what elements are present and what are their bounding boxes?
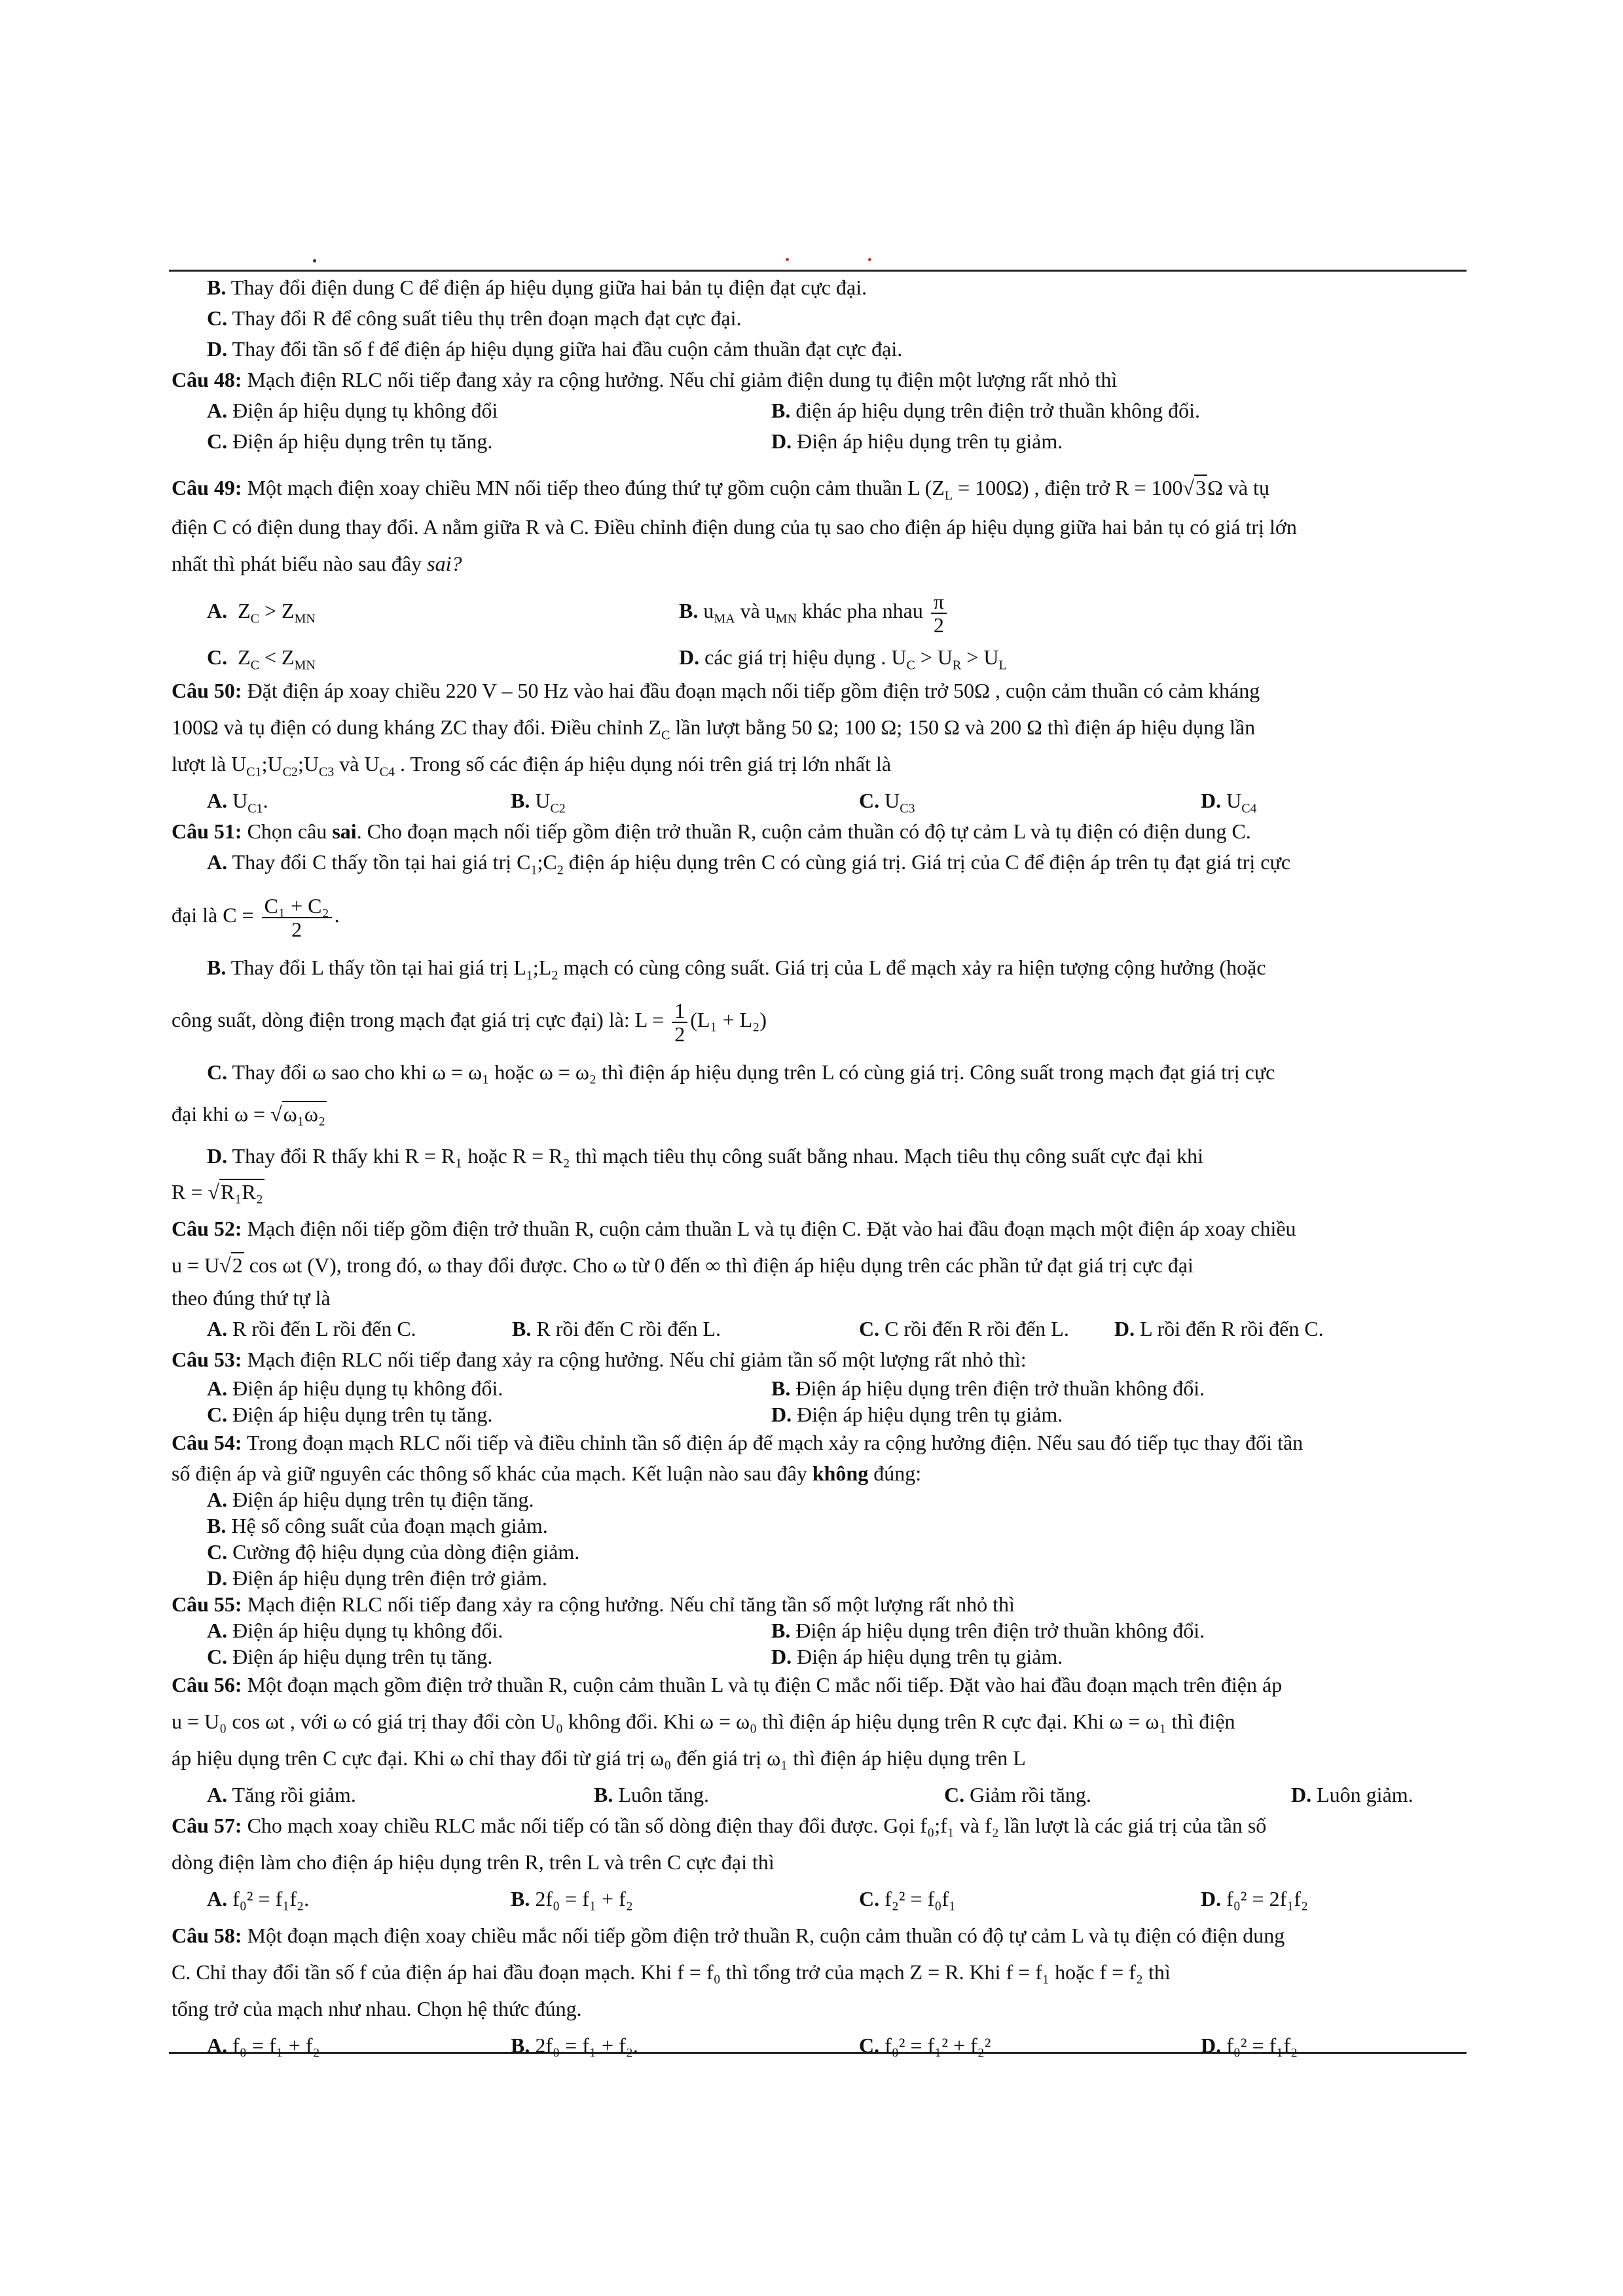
option-a: A. Điện áp hiệu dụng tụ không đổi. xyxy=(207,1376,503,1400)
question-51 xyxy=(172,816,1461,1213)
option-row xyxy=(172,785,1461,816)
option-row xyxy=(172,1617,1461,1643)
option-b-cont: công suất, dòng điện trong mạch đạt giá trị cực đại) là: L = $\frac{1}{2}$ (L₁ + L₂) xyxy=(172,998,767,1046)
option-a-cont: đại là C = $\frac{\text{C₁ + C₂}}{2}$ . xyxy=(172,893,340,941)
option-row xyxy=(172,1401,1461,1427)
option-d: D. L rồi đến R rồi đến C. xyxy=(1114,1317,1324,1340)
question-stem-line: dòng điện làm cho điện áp hiệu dụng trên R, trên L và trên C cực đại thì xyxy=(172,1850,775,1874)
question-stem-line: 100Ω và tụ điện có dung kháng ZC thay đổi. Điều chỉnh $Z_C$ lần lượt bằng 50 Ω; 100 Ω; 150 Ω và 200 Ω thì điện áp hiệu dụng lần xyxy=(172,715,1256,743)
option-a: A. R rồi đến L rồi đến C. xyxy=(207,1317,416,1340)
question-55 xyxy=(172,1591,1461,1670)
option-c: C. C rồi đến R rồi đến L. xyxy=(859,1317,1069,1340)
option-row xyxy=(172,1375,1461,1401)
question-stem-line: theo đúng thứ tự là xyxy=(172,1286,331,1310)
option-c: C. Điện áp hiệu dụng trên tụ tăng. xyxy=(207,1645,493,1668)
option-d: D. các giá trị hiệu dụng . $U_C > U_R > U_L$ xyxy=(679,645,1007,673)
fraction: $\frac{\text{C₁ + C₂}}{2}$ xyxy=(262,895,332,941)
option-c: C. $U_{C3}$ xyxy=(859,789,915,816)
option-c: C. Điện áp hiệu dụng trên tụ tăng. xyxy=(207,429,493,453)
option-c: C. Cường độ hiệu dụng của dòng điện giảm. xyxy=(207,1540,580,1564)
question-stem: Câu 49: Một mạch điện xoay chiều MN nối tiếp theo đúng thứ tự gồm cuộn cảm thuần L $(Z_L = 100\Omega)$ , điện trở R = 100√3Ω và tụ xyxy=(172,476,1269,503)
question-stem: Câu 53: Mạch điện RLC nối tiếp đang xảy ra cộng hưởng. Nếu chỉ giảm tần số một lượng rất nhỏ thì: xyxy=(172,1348,1027,1371)
option-a: A. f₀² = f₁f₂. xyxy=(207,1887,310,1910)
option-d: D. Điện áp hiệu dụng trên tụ giảm. xyxy=(771,1645,1063,1668)
question-57 xyxy=(172,1810,1461,1920)
option-b: B. 2f₀ = f₁ + f₂ xyxy=(511,1887,633,1910)
option-row xyxy=(172,395,1461,426)
question-stem: Câu 50: Đặt điện áp xoay chiều 220 V – 50 Hz vào hai đầu đoạn mạch nối tiếp gồm điện trở 50Ω , cuộn cảm thuần có cảm kháng xyxy=(172,679,1260,702)
option-b: B. $U_{C2}$ xyxy=(511,789,566,816)
option-a: A. $U_{C1}$. xyxy=(207,789,268,816)
question-stem: Câu 56: Một đoạn mạch gồm điện trở thuần R, cuộn cảm thuần L và tụ điện C mắc nối tiếp. Đặt vào hai đầu đoạn mạch trên điện áp xyxy=(172,1673,1283,1696)
question-49 xyxy=(172,463,1461,673)
option-b: B. Thay đổi L thấy tồn tại hai giá trị $L_1;L_2$ mạch có cùng công suất. Giá trị của L để mạch xảy ra hiện tượng cộng hưởng (hoặc xyxy=(207,956,1266,983)
option-d: D. f₀² = f₁f₂ xyxy=(1201,2034,1298,2057)
question-stem-line: u = U√2 cos ωt (V), trong đó, ω thay đổi được. Cho ω từ 0 đến ∞ thì điện áp hiệu dụng trên các phần tử đạt giá trị cực đại xyxy=(172,1253,1194,1277)
option-row xyxy=(172,1884,1461,1920)
option-b: B. Luôn tăng. xyxy=(594,1783,709,1806)
scan-dot-red xyxy=(868,258,871,261)
option-row xyxy=(172,426,1461,457)
scan-dot xyxy=(313,259,316,262)
question-stem: Câu 52: Mạch điện nối tiếp gồm điện trở thuần R, cuộn cảm thuần L và tụ điện C. Đặt vào hai đầu đoạn mạch một điện áp xoay chiều xyxy=(172,1217,1296,1240)
option-d: D. Luôn giảm. xyxy=(1291,1783,1413,1806)
option-a: A. Điện áp hiệu dụng tụ không đổi. xyxy=(207,1619,503,1642)
option-row xyxy=(172,1780,1461,1810)
option-b: B. Điện áp hiệu dụng trên điện trở thuần không đổi. xyxy=(771,1376,1205,1400)
question-50 xyxy=(172,675,1461,816)
option-d: D. Điện áp hiệu dụng trên tụ giảm. xyxy=(771,429,1063,453)
option-d: D. Thay đổi R thấy khi R = R₁ hoặc R = R₂ thì mạch tiêu thụ công suất bằng nhau. Mạch tiêu thụ công suất cực đại khi xyxy=(207,1144,1204,1168)
option-b: B. Điện áp hiệu dụng trên điện trở thuần không đổi. xyxy=(771,1619,1205,1642)
top-continuation xyxy=(172,270,1461,365)
question-stem: Câu 54: Trong đoạn mạch RLC nối tiếp và điều chỉnh tần số điện áp để mạch xảy ra cộng hưởng điện. Nếu sau đó tiếp tục thay đổi tần xyxy=(172,1431,1304,1454)
question-stem-line: lượt là $U_{C1};U_{C2};U_{C3}$ và $U_{C4}$ . Trong số các điện áp hiệu dụng nói trên giá trị lớn nhất là xyxy=(172,752,892,780)
question-53 xyxy=(172,1344,1461,1427)
option-c: C. $Z_C < Z_{MN}$ xyxy=(207,645,316,673)
option-c: C. Thay đổi ω sao cho khi ω = ω₁ hoặc ω = ω₂ thì điện áp hiệu dụng trên L có cùng giá trị. Công suất trong mạch đạt giá trị cực xyxy=(207,1060,1275,1084)
question-stem-line: u = U₀ cos ωt , với ω có giá trị thay đổi còn U₀ không đổi. Khi ω = ω₀ thì điện áp hiệu dụng trên R cực đại. Khi ω = ω₁ thì điện xyxy=(172,1710,1235,1733)
option-b: B. điện áp hiệu dụng trên điện trở thuần không đổi. xyxy=(771,399,1201,422)
question-stem-line: tổng trở của mạch như nhau. Chọn hệ thức đúng. xyxy=(172,1997,582,2020)
option-row xyxy=(172,2030,1461,2067)
question-54 xyxy=(172,1427,1461,1591)
fraction: $\frac{1}{2}$ xyxy=(672,999,687,1045)
option-row xyxy=(172,1314,1461,1344)
option-c-cont: đại khi ω = √ω₁ω₂ xyxy=(172,1102,326,1126)
option-b: B. R rồi đến C rồi đến L. xyxy=(512,1317,721,1340)
option-row xyxy=(172,579,1461,642)
question-stem-line: số điện áp và giữ nguyên các thông số khác của mạch. Kết luận nào sau đây không đúng: xyxy=(172,1462,922,1485)
question-stem: Câu 48: Mạch điện RLC nối tiếp đang xảy ra cộng hưởng. Nếu chỉ giảm điện dung tụ điện một lượng rất nhỏ thì xyxy=(172,368,1118,391)
option-d-cont: R = √R₁R₂ xyxy=(172,1180,263,1204)
option-d: D. Điện áp hiệu dụng trên điện trở giảm. xyxy=(207,1566,547,1590)
option-a: A. f₀ = f₁ + f₂ xyxy=(207,2034,320,2057)
option-row xyxy=(172,642,1461,673)
option-d: D. $U_{C4}$ xyxy=(1201,789,1257,816)
question-stem-line: C. Chỉ thay đổi tần số f của điện áp hai đầu đoạn mạch. Khi f = f₀ thì tổng trở của mạch Z = R. Khi f = f₁ hoặc f = f₂ thì xyxy=(172,1960,1171,1984)
page-content xyxy=(172,270,1461,2067)
question-stem-line: nhất thì phát biểu nào sau đây sai? xyxy=(172,552,462,575)
option-b: B. $u_{MA}$ và $u_{MN}$ khác pha nhau $\frac{\pi}{2}$ xyxy=(679,579,949,650)
option-a: A. $Z_C > Z_{MN}$ xyxy=(207,599,316,626)
option-a: A. Tăng rồi giảm. xyxy=(207,1783,356,1806)
option-d: D. f₀² = 2f₁f₂ xyxy=(1201,1887,1309,1910)
option-line: C. Thay đổi R để công suất tiêu thụ trên đoạn mạch đạt cực đại. xyxy=(207,306,742,330)
option-b: B. Hệ số công suất của đoạn mạch giảm. xyxy=(207,1514,548,1537)
option-line: D. Thay đổi tần số f để điện áp hiệu dụng giữa hai đầu cuộn cảm thuần đạt cực đại. xyxy=(207,337,903,361)
option-row xyxy=(172,1643,1461,1670)
option-c: C. f₀² = f₁² + f₂² xyxy=(859,2034,991,2057)
question-stem: Câu 55: Mạch điện RLC nối tiếp đang xảy ra cộng hưởng. Nếu chỉ tăng tần số một lượng rất nhỏ thì xyxy=(172,1592,1015,1616)
option-c: C. Điện áp hiệu dụng trên tụ tăng. xyxy=(207,1403,493,1426)
option-c: C. f₂² = f₀f₁ xyxy=(859,1887,957,1910)
question-48 xyxy=(172,365,1461,457)
option-line: B. Thay đổi điện dung C để điện áp hiệu dụng giữa hai bản tụ điện đạt cực đại. xyxy=(207,276,867,299)
question-stem: Câu 51: Chọn câu sai. Cho đoạn mạch nối tiếp gồm điện trở thuần R, cuộn cảm thuần có độ tự cảm L và tụ điện có điện dung C. xyxy=(172,819,1251,843)
option-a: A. Thay đổi C thấy tồn tại hai giá trị $C_1;C_2$ điện áp hiệu dụng trên C có cùng giá trị. Giá trị của C để điện áp trên tụ đạt giá trị cực xyxy=(207,850,1291,878)
option-a: A. Điện áp hiệu dụng tụ không đổi xyxy=(207,399,498,422)
question-stem: Câu 57: Cho mạch xoay chiều RLC mắc nối tiếp có tần số dòng điện thay đổi được. Gọi f₀;f₁ và f₂ lần lượt là các giá trị của tần số xyxy=(172,1814,1267,1837)
question-stem: Câu 58: Một đoạn mạch điện xoay chiều mắc nối tiếp gồm điện trở thuần R, cuộn cảm thuần có độ tự cảm L và tụ điện có điện dung xyxy=(172,1924,1285,1947)
question-58 xyxy=(172,1920,1461,2067)
option-b: B. 2f₀ = f₁ + f₂. xyxy=(511,2034,638,2057)
question-stem-line: điện C có điện dung thay đổi. A nằm giữa R và C. Điều chỉnh điện dung của tụ sao cho điện áp hiệu dụng giữa hai bản tụ có giá trị lớn xyxy=(172,515,1297,539)
question-56 xyxy=(172,1670,1461,1810)
fraction: $\frac{\pi}{2}$ xyxy=(931,590,947,636)
option-d: D. Điện áp hiệu dụng trên tụ giảm. xyxy=(771,1403,1063,1426)
question-52 xyxy=(172,1213,1461,1344)
question-stem-line: áp hiệu dụng trên C cực đại. Khi ω chỉ thay đổi từ giá trị ω₀ đến giá trị ω₁ thì điện áp hiệu dụng trên L xyxy=(172,1746,1026,1770)
scan-dot-red xyxy=(786,258,789,261)
option-a: A. Điện áp hiệu dụng trên tụ điện tăng. xyxy=(207,1488,534,1511)
option-c: C. Giảm rồi tăng. xyxy=(944,1783,1091,1806)
